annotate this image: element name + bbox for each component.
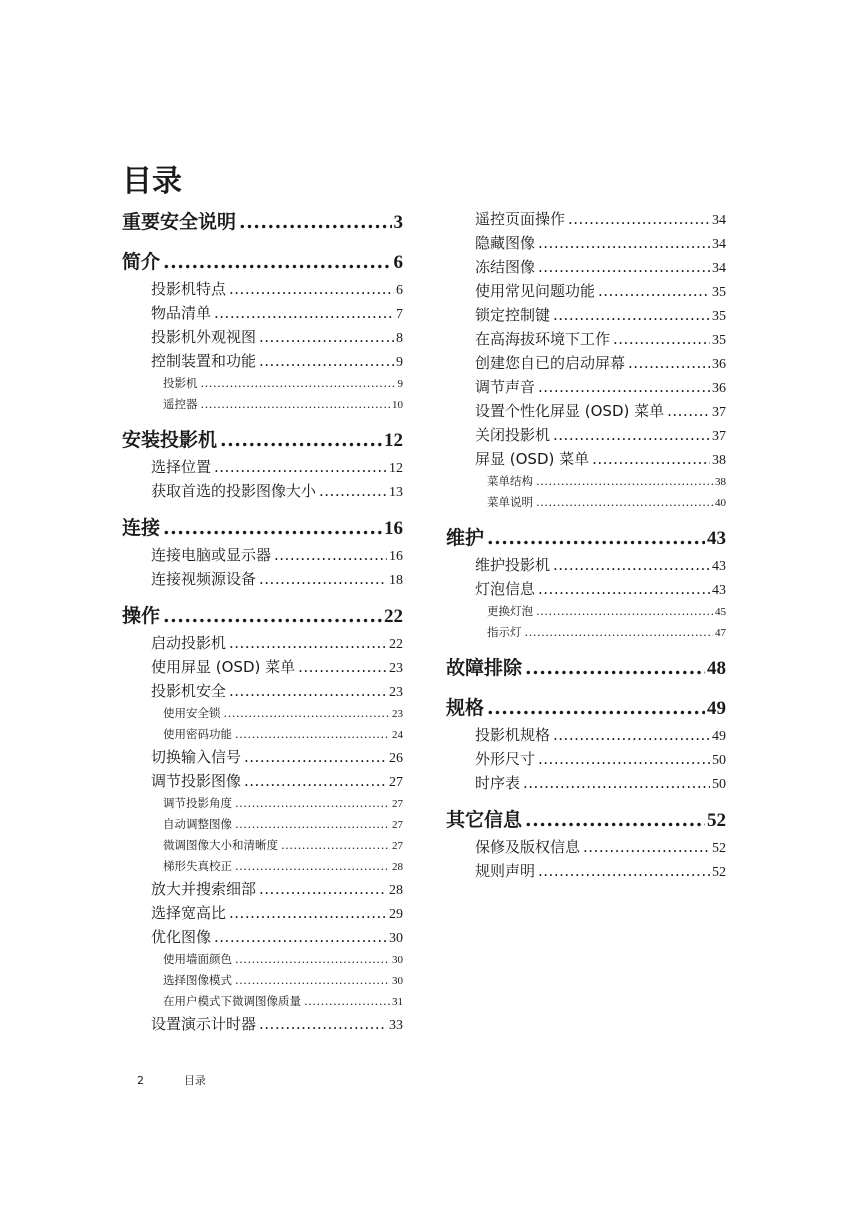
toc-entry-page: 37 [712,429,726,444]
toc-entry-page: 12 [389,461,403,476]
toc-dot-leader [583,835,710,859]
toc-chapter[interactable] [446,693,726,723]
toc-dot-leader [201,394,391,415]
footer-page-number: 2 [137,1074,144,1087]
toc-entry-page: 45 [715,606,726,618]
toc-dot-leader [553,723,710,747]
toc-entry-label: 投影机安全 [151,682,227,700]
toc-dot-leader [274,543,387,567]
toc-entry-label: 故障排除 [446,657,523,679]
toc-section[interactable] [446,577,726,601]
toc-section[interactable] [122,479,403,503]
toc-entry-page: 27 [392,840,403,852]
toc-dot-leader [538,859,710,883]
toc-entry-page: 48 [707,658,726,679]
toc-section[interactable] [446,231,726,255]
toc-dot-leader [244,745,387,769]
toc-entry-label: 操作 [122,605,161,627]
toc-dot-leader [244,769,387,793]
toc-entry-label: 投影机特点 [151,280,227,298]
toc-entry-page: 23 [392,708,403,720]
toc-entry-page: 34 [712,237,726,252]
toc-section[interactable] [446,303,726,327]
toc-entry-page: 36 [712,381,726,396]
toc-dot-leader [536,601,713,622]
toc-entry-label: 放大并搜索细部 [151,880,257,898]
toc-entry-page: 26 [389,751,403,766]
toc-entry-label: 灯泡信息 [475,580,536,598]
toc-entry-label: 使用墙面颜色 [163,952,232,966]
toc-entry-label: 指示灯 [487,625,522,639]
toc-entry-page: 43 [707,528,726,549]
toc-entry-label: 菜单结构 [487,474,533,488]
toc-section[interactable] [446,723,726,747]
toc-section[interactable] [446,255,726,279]
toc-entry-label: 安装投影机 [122,429,218,451]
toc-entry-page: 30 [392,954,403,966]
toc-entry-label: 选择位置 [151,458,212,476]
toc-chapter[interactable] [122,247,403,277]
toc-subsection[interactable] [122,970,403,991]
toc-entry-page: 13 [389,485,403,500]
toc-entry-label: 维护 [446,527,485,549]
toc-section[interactable] [446,351,726,375]
toc-section[interactable] [122,543,403,567]
toc-section[interactable] [122,679,403,703]
toc-entry-page: 43 [712,583,726,598]
toc-dot-leader [487,523,705,553]
toc-entry-label: 简介 [122,251,161,273]
toc-dot-leader [259,349,394,373]
toc-subsection[interactable] [122,991,403,1012]
toc-dot-leader [487,693,705,723]
toc-section[interactable] [122,745,403,769]
toc-dot-leader [525,805,705,835]
toc-dot-leader [239,207,391,237]
toc-entry-page: 3 [393,212,403,233]
toc-entry-label: 优化图像 [151,928,212,946]
toc-left-column [122,207,403,1036]
toc-subsection[interactable] [122,793,403,814]
toc-subsection[interactable] [122,814,403,835]
toc-dot-leader [536,492,713,513]
toc-chapter[interactable] [122,601,403,631]
toc-dot-leader [598,279,710,303]
toc-chapter[interactable] [446,523,726,553]
toc-subsection[interactable] [122,856,403,877]
toc-entry-page: 49 [707,698,726,719]
toc-entry-page: 6 [396,283,403,298]
toc-entry-page: 52 [707,810,726,831]
toc-dot-leader [553,553,710,577]
toc-entry-label: 选择宽高比 [151,904,227,922]
toc-entry-label: 连接视频源设备 [151,570,257,588]
toc-entry-page: 35 [712,309,726,324]
toc-entry-page: 27 [389,775,403,790]
toc-entry-label: 连接 [122,517,161,539]
toc-entry-page: 29 [389,907,403,922]
toc-section[interactable] [446,423,726,447]
toc-entry-page: 50 [712,753,726,768]
toc-section[interactable] [446,553,726,577]
toc-section[interactable] [122,277,403,301]
toc-entry-page: 10 [392,399,403,411]
toc-entry-label: 使用屏显 (OSD) 菜单 [151,658,296,676]
toc-dot-leader [229,679,387,703]
toc-entry-label: 设置个性化屏显 (OSD) 菜单 [475,402,665,420]
toc-entry-label: 物品清单 [151,304,212,322]
toc-entry-page: 23 [389,661,403,676]
toc-section[interactable] [446,859,726,883]
toc-entry-label: 微调图像大小和清晰度 [163,838,278,852]
toc-subsection[interactable] [122,949,403,970]
toc-entry-page: 28 [389,883,403,898]
toc-section[interactable] [446,835,726,859]
toc-chapter[interactable] [122,425,403,455]
toc-dot-leader [163,247,391,277]
toc-entry-label: 重要安全说明 [122,211,237,233]
toc-section[interactable] [122,877,403,901]
toc-subsection[interactable] [122,394,403,415]
toc-section[interactable] [446,447,726,471]
toc-entry-label: 隐藏图像 [475,234,536,252]
toc-section[interactable] [446,327,726,351]
toc-dot-leader [259,325,394,349]
toc-entry-label: 保修及版权信息 [475,838,581,856]
toc-dot-leader [235,949,390,970]
toc-subsection[interactable] [446,601,726,622]
toc-dot-leader [235,724,390,745]
toc-entry-page: 8 [396,331,403,346]
toc-entry-page: 34 [712,213,726,228]
toc-dot-leader [224,703,391,724]
toc-section[interactable] [122,349,403,373]
toc-entry-page: 16 [389,549,403,564]
toc-dot-leader [201,373,396,394]
toc-dot-leader [592,447,710,471]
toc-entry-label: 调节投影图像 [151,772,242,790]
toc-entry-label: 使用密码功能 [163,727,232,741]
toc-entry-label: 遥控页面操作 [475,210,566,228]
toc-section[interactable] [446,279,726,303]
toc-section[interactable] [446,771,726,795]
toc-entry-label: 自动调整图像 [163,817,232,831]
toc-section[interactable] [122,769,403,793]
toc-entry-page: 30 [389,931,403,946]
toc-entry-label: 使用安全锁 [163,706,221,720]
toc-dot-leader [214,925,387,949]
toc-entry-page: 38 [712,453,726,468]
toc-dot-leader [538,231,710,255]
toc-entry-label: 其它信息 [446,809,523,831]
toc-entry-label: 锁定控制键 [475,306,551,324]
toc-dot-leader [553,303,710,327]
toc-entry-page: 23 [389,685,403,700]
toc-entry-label: 规则声明 [475,862,536,880]
toc-entry-page: 33 [389,1018,403,1033]
toc-dot-leader [523,771,710,795]
toc-section[interactable] [122,325,403,349]
toc-section[interactable] [122,455,403,479]
toc-entry-label: 在高海拔环境下工作 [475,330,611,348]
toc-entry-page: 18 [389,573,403,588]
toc-entry-page: 30 [392,975,403,987]
toc-entry-page: 35 [712,285,726,300]
toc-section[interactable] [122,631,403,655]
toc-entry-label: 在用户模式下微调图像质量 [163,994,301,1008]
toc-dot-leader [259,877,387,901]
toc-entry-label: 调节声音 [475,378,536,396]
toc-section[interactable] [446,207,726,231]
toc-dot-leader [568,207,710,231]
toc-entry-label: 时序表 [475,774,521,792]
toc-section[interactable] [122,301,403,325]
toc-entry-page: 9 [396,355,403,370]
toc-entry-label: 投影机 [163,376,198,390]
toc-dot-leader [538,577,710,601]
toc-dot-leader [214,301,394,325]
toc-entry-label: 投影机外观视图 [151,328,257,346]
toc-entry-label: 菜单说明 [487,495,533,509]
toc-dot-leader [304,991,390,1012]
toc-subsection[interactable] [446,492,726,513]
toc-entry-page: 16 [384,518,403,539]
toc-dot-leader [229,631,387,655]
toc-dot-leader [259,1012,387,1036]
toc-entry-label: 启动投影机 [151,634,227,652]
toc-dot-leader [163,601,382,631]
toc-dot-leader [525,622,714,643]
toc-dot-leader [613,327,710,351]
toc-section[interactable] [122,1012,403,1036]
toc-chapter[interactable] [446,805,726,835]
toc-entry-label: 控制装置和功能 [151,352,257,370]
toc-entry-label: 切换输入信号 [151,748,242,766]
toc-section[interactable] [122,655,403,679]
toc-dot-leader [235,793,390,814]
toc-dot-leader [298,655,387,679]
toc-dot-leader [319,479,387,503]
toc-entry-label: 调节投影角度 [163,796,232,810]
toc-section[interactable] [122,925,403,949]
toc-entry-page: 31 [392,996,403,1008]
toc-entry-page: 6 [393,252,403,273]
toc-chapter[interactable] [446,653,726,683]
toc-dot-leader [229,277,394,301]
toc-entry-page: 52 [712,841,726,856]
toc-entry-label: 选择图像模式 [163,973,232,987]
toc-dot-leader [538,747,710,771]
toc-dot-leader [235,814,390,835]
toc-entry-label: 遥控器 [163,397,198,411]
toc-dot-leader [235,856,390,877]
toc-subsection[interactable] [446,622,726,643]
toc-entry-page: 12 [384,430,403,451]
toc-entry-page: 27 [392,819,403,831]
toc-dot-leader [235,970,390,991]
toc-chapter[interactable] [122,207,403,237]
toc-entry-label: 创建您自已的启动屏幕 [475,354,626,372]
toc-entry-label: 关闭投影机 [475,426,551,444]
toc-entry-page: 24 [392,729,403,741]
toc-dot-leader [220,425,382,455]
toc-entry-page: 35 [712,333,726,348]
toc-dot-leader [229,901,387,925]
toc-entry-page: 40 [715,497,726,509]
toc-dot-leader [538,375,710,399]
toc-entry-label: 维护投影机 [475,556,551,574]
toc-entry-page: 7 [396,307,403,322]
toc-entry-label: 规格 [446,697,485,719]
toc-entry-label: 连接电脑或显示器 [151,546,272,564]
toc-subsection[interactable] [122,724,403,745]
toc-entry-page: 38 [715,476,726,488]
toc-entry-page: 34 [712,261,726,276]
toc-entry-page: 22 [384,606,403,627]
toc-dot-leader [259,567,387,591]
toc-chapter[interactable] [122,513,403,543]
toc-section[interactable] [446,747,726,771]
toc-dot-leader [214,455,387,479]
toc-section[interactable] [122,901,403,925]
toc-dot-leader [281,835,390,856]
toc-entry-page: 47 [715,627,726,639]
toc-dot-leader [525,653,705,683]
toc-entry-page: 50 [712,777,726,792]
toc-entry-label: 外形尺寸 [475,750,536,768]
toc-section[interactable] [446,399,726,423]
toc-entry-page: 37 [712,405,726,420]
toc-entry-label: 获取首选的投影图像大小 [151,482,317,500]
toc-entry-page: 43 [712,559,726,574]
toc-subsection[interactable] [122,835,403,856]
toc-entry-label: 更换灯泡 [487,604,533,618]
toc-entry-page: 49 [712,729,726,744]
toc-dot-leader [536,471,713,492]
toc-section[interactable] [122,567,403,591]
toc-subsection[interactable] [122,373,403,394]
toc-dot-leader [553,423,710,447]
toc-dot-leader [538,255,710,279]
toc-entry-page: 28 [392,861,403,873]
toc-subsection[interactable] [446,471,726,492]
toc-entry-label: 屏显 (OSD) 菜单 [475,450,590,468]
toc-entry-label: 冻结图像 [475,258,536,276]
toc-entry-page: 22 [389,637,403,652]
toc-entry-page: 52 [712,865,726,880]
toc-entry-page: 36 [712,357,726,372]
page-title: 目录 [122,164,182,199]
footer-section-title: 目录 [184,1074,206,1087]
toc-entry-page: 27 [392,798,403,810]
toc-subsection[interactable] [122,703,403,724]
toc-section[interactable] [446,375,726,399]
toc-entry-label: 使用常见问题功能 [475,282,596,300]
toc-entry-label: 设置演示计时器 [151,1015,257,1033]
toc-entry-label: 梯形失真校正 [163,859,232,873]
toc-entry-page: 9 [397,378,403,390]
toc-dot-leader [628,351,710,375]
toc-right-column [446,207,726,883]
toc-dot-leader [667,399,710,423]
toc-entry-label: 投影机规格 [475,726,551,744]
toc-dot-leader [163,513,382,543]
